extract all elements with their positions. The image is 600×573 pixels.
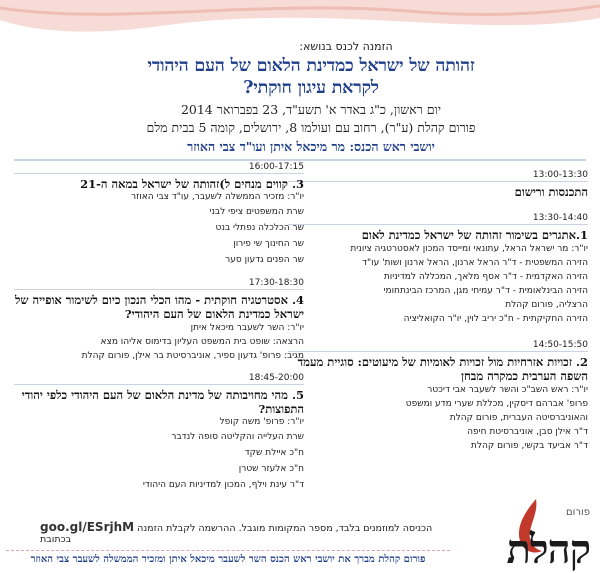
right-column (288, 162, 588, 453)
session-time: 13:30-14:40 (288, 213, 588, 225)
header (30, 40, 592, 155)
session-line: יו"ר: ראש השב"כ והשר לשעבר אבי דיכטר (427, 385, 588, 395)
session-title: 4. אסטרטגיה חוקתית - מהו הכלי הנכון כיום לשימור אופייה של ישראל כמדינת הלאום של העם היהודי? (15, 293, 304, 321)
session-title: התכנסות ורישום (514, 185, 588, 199)
session-line: מגיב: פרופ' גדעון ספיר, אוניברסיטת בר אילן, פורום קהלת (81, 351, 304, 361)
session-registration (288, 170, 588, 199)
session-title: 2. זכויות אזרחיות מול זכויות לאומיות של מיעוטים: סוגיית מעמד השפה הערבית כמקרה מבחן (297, 355, 588, 383)
session-time: 13:00-13:30 (288, 170, 588, 182)
session-title: 1.אתגרים בשימור זהותה של ישראל כמדינת לאום (361, 228, 588, 242)
session-line: הרצליה, פורום קהלת (505, 300, 588, 310)
session-line: יו"ר: מר ישראל הראל, עתונאי ומייסד המכון לאסטרטגיה ציונית (350, 244, 588, 254)
session-line: ד"ר אילן סבן, אוניברסיטת חיפה (467, 427, 588, 437)
session-line: יו"ר: השר לשעבר מיכאל איתן (190, 323, 304, 333)
logo-big-text: קהלת (506, 526, 590, 573)
date-line: יום ראשון, כ"ג באדר א' תשע"ד, 23 בפברואר 2014 (180, 102, 442, 117)
session-time: 16:00-17:15 (14, 162, 304, 174)
registration-note (40, 520, 450, 545)
session-time: 14:50-15:50 (288, 340, 588, 352)
session-line: הזירה האקדמית - ד"ר אסף מלאך, המכללה למדיניות (383, 272, 588, 282)
speaker: שרת העלייה והקליטה סופה לנדבר (171, 432, 304, 442)
footer-bar (6, 550, 450, 568)
speaker: שרת המשפטים ציפי לבני (209, 207, 304, 217)
registration-link[interactable]: goo.gl/ESrjhM (40, 520, 135, 534)
invite-text: הזמנה לכנס בנושא: (299, 40, 393, 53)
session-line: פרופ' אברהם דיסקין, מכללת שערי מדע ומשפט (405, 399, 588, 409)
session-line: הרצאה: שופט בית המשפט העליון בדימוס אליהו מצא (100, 337, 304, 347)
session-time: 18:45-20:00 (14, 373, 304, 385)
session-line: הזירה החקיקתית - ח"כ יריב לוין, יו"ר הקואליציה (403, 314, 588, 324)
speaker: שר הכלכלה נפתלי בנט (215, 223, 304, 233)
speaker: שר החינוך שי פירון (233, 239, 304, 249)
session-title: 5. מהי מחויבותה של מדינת הלאום של העם היהודי כלפי יהודי התפוצות? (21, 388, 304, 416)
session-time: 17:30-18:30 (14, 278, 304, 290)
footer-bar-text: פורום קהלת מברך את יושבי ראש הכנס השר לשעבר מיכאל איתן ומזכיר הממשלה לשעבר צבי האוזר (30, 554, 426, 565)
header-divider (14, 159, 586, 161)
speaker: שר הפנים גדעון סער (225, 255, 304, 265)
speaker: ד"ר עינת וילף, המכון למדיניות העם היהודי (142, 480, 304, 490)
session-2 (288, 340, 588, 453)
left-column (14, 162, 304, 493)
session-3 (14, 162, 304, 268)
session-chair: יו"ר: פרופ' משה קופל (219, 417, 304, 427)
chairs-line: יושבי ראש הכנס: מר מיכאל איתן ועו"ד צבי האוזר (187, 139, 435, 154)
session-line: והאוניברסיטה העברית, פורום קהלת (449, 413, 588, 423)
session-4 (14, 278, 304, 363)
session-line: הזירה המשפטית - ד"ר הראל ארנון, הראל ארנון ושות' עו"ד (362, 258, 588, 268)
session-chair: יו"ר: מזכיר הממשלה לשעבר, עו"ד צבי האוזר (131, 192, 304, 202)
session-line: הזירה הבינלאומית - ד"ר עמיחי מגן, המרכז הבינתחומי (383, 286, 588, 296)
speaker: ח"כ איילת שקד (244, 448, 304, 458)
kohelet-logo (474, 497, 594, 573)
session-title: 3. קווים מנחים ל)זהותה של ישראל במאה ה-21 (80, 177, 304, 191)
session-1 (288, 213, 588, 326)
speaker: ח"כ אלעזר שטרן (238, 464, 304, 474)
registration-note-text: הכניסה למוזמנים בלבד, מספר המקומות מוגבל. ההרשמה לקבלת הזמנה בכתובת (40, 523, 433, 545)
venue-line: פורום קהלת (ע"ר), רחוב עם ועולמו 8, ירושלים, קומה 5 בבית מלם (146, 120, 476, 135)
conference-title-line2: לקראת עיגון חוקתי? (243, 78, 379, 98)
session-5 (14, 373, 304, 493)
session-line: ד"ר אביעד בקשי, פורום קהלת (470, 441, 588, 451)
logo-small-text: פורום (566, 507, 590, 518)
conference-title-line1: זהותה של ישראל כמדינת הלאום של העם היהודי (147, 56, 475, 76)
